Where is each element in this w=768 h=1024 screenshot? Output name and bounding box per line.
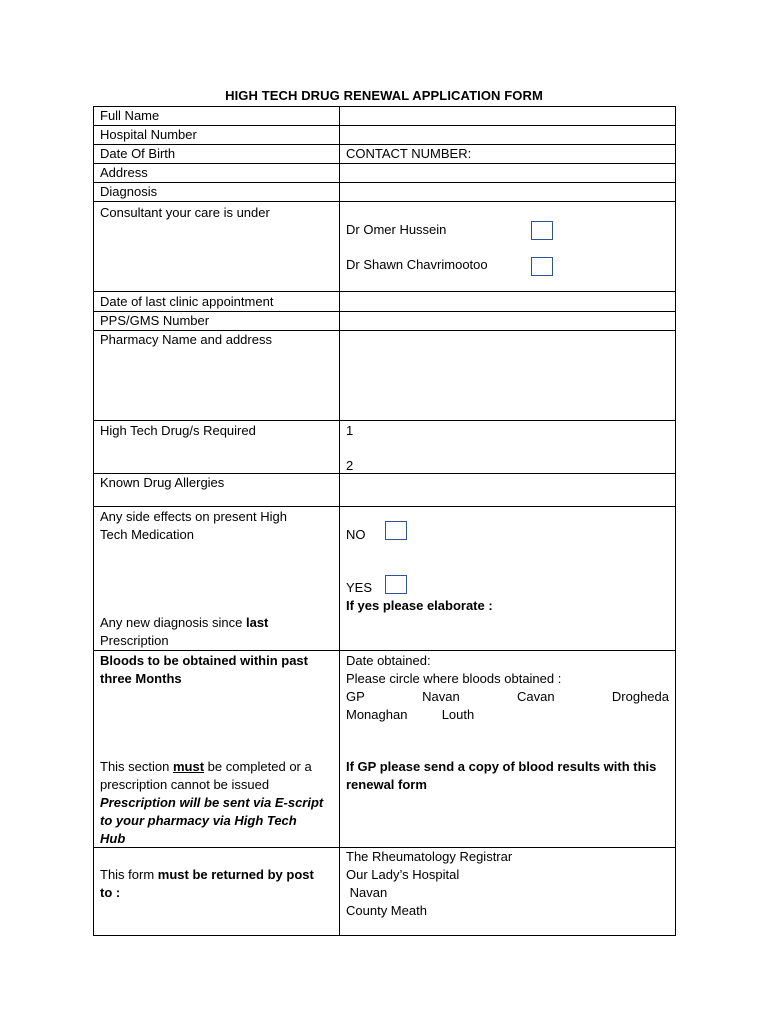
label-bloods <box>94 651 340 848</box>
return-address-line-2: Our Lady’s Hospital <box>346 867 460 882</box>
label-full-name: Full Name <box>94 107 340 126</box>
field-contact-number[interactable]: CONTACT NUMBER: <box>340 145 676 164</box>
section-note-suffix: be completed or a <box>204 759 312 774</box>
bloods-title-line-2: three Months <box>100 671 182 686</box>
return-prefix: This form <box>100 867 158 882</box>
checkbox-hussein[interactable] <box>531 221 553 240</box>
field-address[interactable] <box>340 164 676 183</box>
location-gp[interactable]: GP <box>346 689 365 704</box>
label-side-effects <box>94 507 340 651</box>
field-diagnosis[interactable] <box>340 183 676 202</box>
checkbox-chavrimootoo[interactable] <box>531 257 553 276</box>
section-note-must: must <box>172 759 205 774</box>
return-address-line-4: County Meath <box>346 903 427 918</box>
new-diagnosis-line-2: Prescription <box>100 633 169 648</box>
field-full-name[interactable] <box>340 107 676 126</box>
field-consultant <box>340 202 676 292</box>
escript-line-3: Hub <box>100 831 126 846</box>
field-return-address <box>340 848 676 936</box>
checkbox-yes[interactable] <box>385 575 407 594</box>
field-bloods <box>340 651 676 848</box>
label-pps-gms: PPS/GMS Number <box>94 312 340 331</box>
no-label: NO <box>346 527 366 542</box>
label-consultant <box>94 202 340 292</box>
renewal-form-table <box>93 106 676 936</box>
location-navan[interactable]: Navan <box>422 689 460 704</box>
label-drugs-required <box>94 421 340 474</box>
drug-number-2: 2 <box>346 458 354 473</box>
bloods-title-line-1: Bloods to be obtained within past <box>100 653 308 668</box>
section-note-line-2: prescription cannot be issued <box>100 777 270 792</box>
return-line-2: to : <box>100 885 121 900</box>
label-pharmacy: Pharmacy Name and address <box>94 331 340 421</box>
field-last-clinic[interactable] <box>340 292 676 312</box>
last-clinic-text: Date of last clinic appointment <box>100 294 274 309</box>
elaborate-prompt: If yes please elaborate : <box>346 598 493 613</box>
escript-line-1: Prescription will be sent via E-script <box>100 795 324 810</box>
side-effects-line-1: Any side effects on present High <box>100 509 287 524</box>
section-note <box>100 758 333 848</box>
page-title: HIGH TECH DRUG RENEWAL APPLICATION FORM <box>225 88 543 103</box>
side-effects-line-2: Tech Medication <box>100 527 194 542</box>
field-allergies[interactable] <box>340 474 676 507</box>
label-address: Address <box>94 164 340 183</box>
field-pharmacy[interactable] <box>340 331 676 421</box>
new-diagnosis-prefix: Any new diagnosis since <box>100 615 246 630</box>
drugs-required-text: High Tech Drug/s Required <box>100 423 256 438</box>
circle-prompt: Please circle where bloods obtained : <box>346 671 562 686</box>
label-diagnosis: Diagnosis <box>94 183 340 202</box>
return-line-1 <box>100 848 333 884</box>
consultant-label-text: Consultant your care is under <box>100 205 270 220</box>
field-pps-gms[interactable] <box>340 312 676 331</box>
field-drugs-required[interactable] <box>340 421 676 474</box>
checkbox-no[interactable] <box>385 521 407 540</box>
field-side-effects <box>340 507 676 651</box>
consultant-option-chavrimootoo: Dr Shawn Chavrimootoo <box>346 257 488 272</box>
new-diagnosis-line-1 <box>100 614 268 632</box>
label-return <box>94 848 340 936</box>
drug-number-1: 1 <box>346 423 354 438</box>
gp-note <box>346 758 669 794</box>
return-address-line-3: Navan <box>346 885 388 900</box>
locations-row-1 <box>346 688 669 706</box>
location-cavan[interactable]: Cavan <box>517 689 555 704</box>
label-hospital-number: Hospital Number <box>94 126 340 145</box>
field-hospital-number[interactable] <box>340 126 676 145</box>
escript-line-2: to your pharmacy via High Tech <box>100 813 297 828</box>
section-note-prefix: This section <box>100 759 173 774</box>
location-drogheda[interactable]: Drogheda <box>611 689 669 704</box>
section-note-line-1 <box>100 758 333 776</box>
label-date-of-birth: Date Of Birth <box>94 145 340 164</box>
label-allergies: Known Drug Allergies <box>94 474 340 507</box>
location-monaghan[interactable]: Monaghan <box>346 707 408 722</box>
location-louth[interactable]: Louth <box>441 707 475 722</box>
gp-note-line-1: If GP please send a copy of blood results with this <box>346 759 657 774</box>
yes-label: YES <box>346 580 373 595</box>
date-obtained[interactable]: Date obtained: <box>346 653 431 668</box>
consultant-option-hussein: Dr Omer Hussein <box>346 222 447 237</box>
label-last-clinic <box>94 292 340 312</box>
locations-row-2 <box>346 706 669 724</box>
new-diagnosis-bold: last <box>245 615 269 630</box>
gp-note-line-2: renewal form <box>346 777 427 792</box>
return-bold: must be returned by post <box>157 867 314 882</box>
return-address-line-1: The Rheumatology Registrar <box>346 849 513 864</box>
